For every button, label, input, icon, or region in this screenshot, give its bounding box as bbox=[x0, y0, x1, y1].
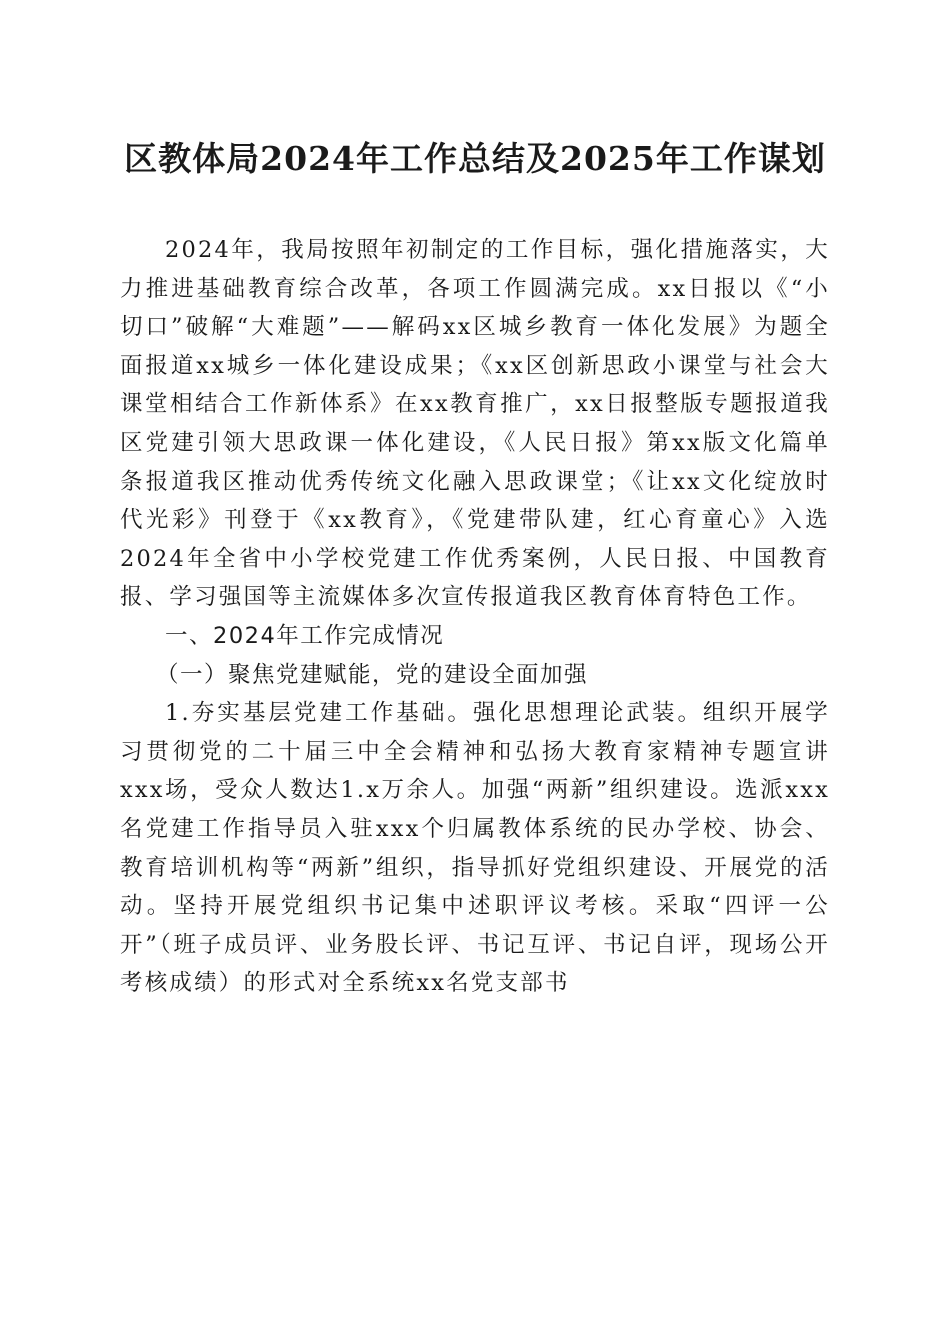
section-heading: 一、2024年工作完成情况 bbox=[165, 622, 445, 649]
item-paragraph: 1.夯实基层党建工作基础。强化思想理论武装。组织开展学习贯彻党的二十届三中全会精神和弘扬大教育家精神专题宣讲xxx场，受众人数达1.x万余人。加强“两新”组织建设。选派xxx名党建工作指导员入驻xxx个归属教体系统的民办学校、协会、教育培训机构等“两新”组织，指导抓好党组织建设、开展党的活动。坚持开展党组织书记集中述职评议考核。采取“四评一公开”（班子成员评、业务股长评、书记互评、书记自评，现场公开考核成绩）的形式对全系统xx名党支部书 bbox=[120, 700, 830, 997]
document-body bbox=[120, 231, 830, 1003]
subsection-heading: （一）聚焦党建赋能，党的建设全面加强 bbox=[156, 661, 589, 688]
intro-paragraph: 2024年，我局按照年初制定的工作目标，强化措施落实，大力推进基础教育综合改革，各项工作圆满完成。xx日报以《“小切口”破解“大难题”——解码xx区城乡教育一体化发展》为题全面报道xx城乡一体化建设成果；《xx区创新思政小课堂与社会大课堂相结合工作新体系》在xx教育推广，xx日报整版专题报道我区党建引领大思政课一体化建设，《人民日报》第xx版文化篇单条报道我区推动优秀传统文化融入思政课堂；《让xx文化绽放时代光彩》刊登于《xx教育》，《党建带队建，红心育童心》入选2024年全省中小学校党建工作优秀案例，人民日报、中国教育报、学习强国等主流媒体多次宣传报道我区教育体育特色工作。 bbox=[120, 237, 830, 611]
document-title: 区教体局2024年工作总结及2025年工作谋划 bbox=[124, 139, 826, 178]
